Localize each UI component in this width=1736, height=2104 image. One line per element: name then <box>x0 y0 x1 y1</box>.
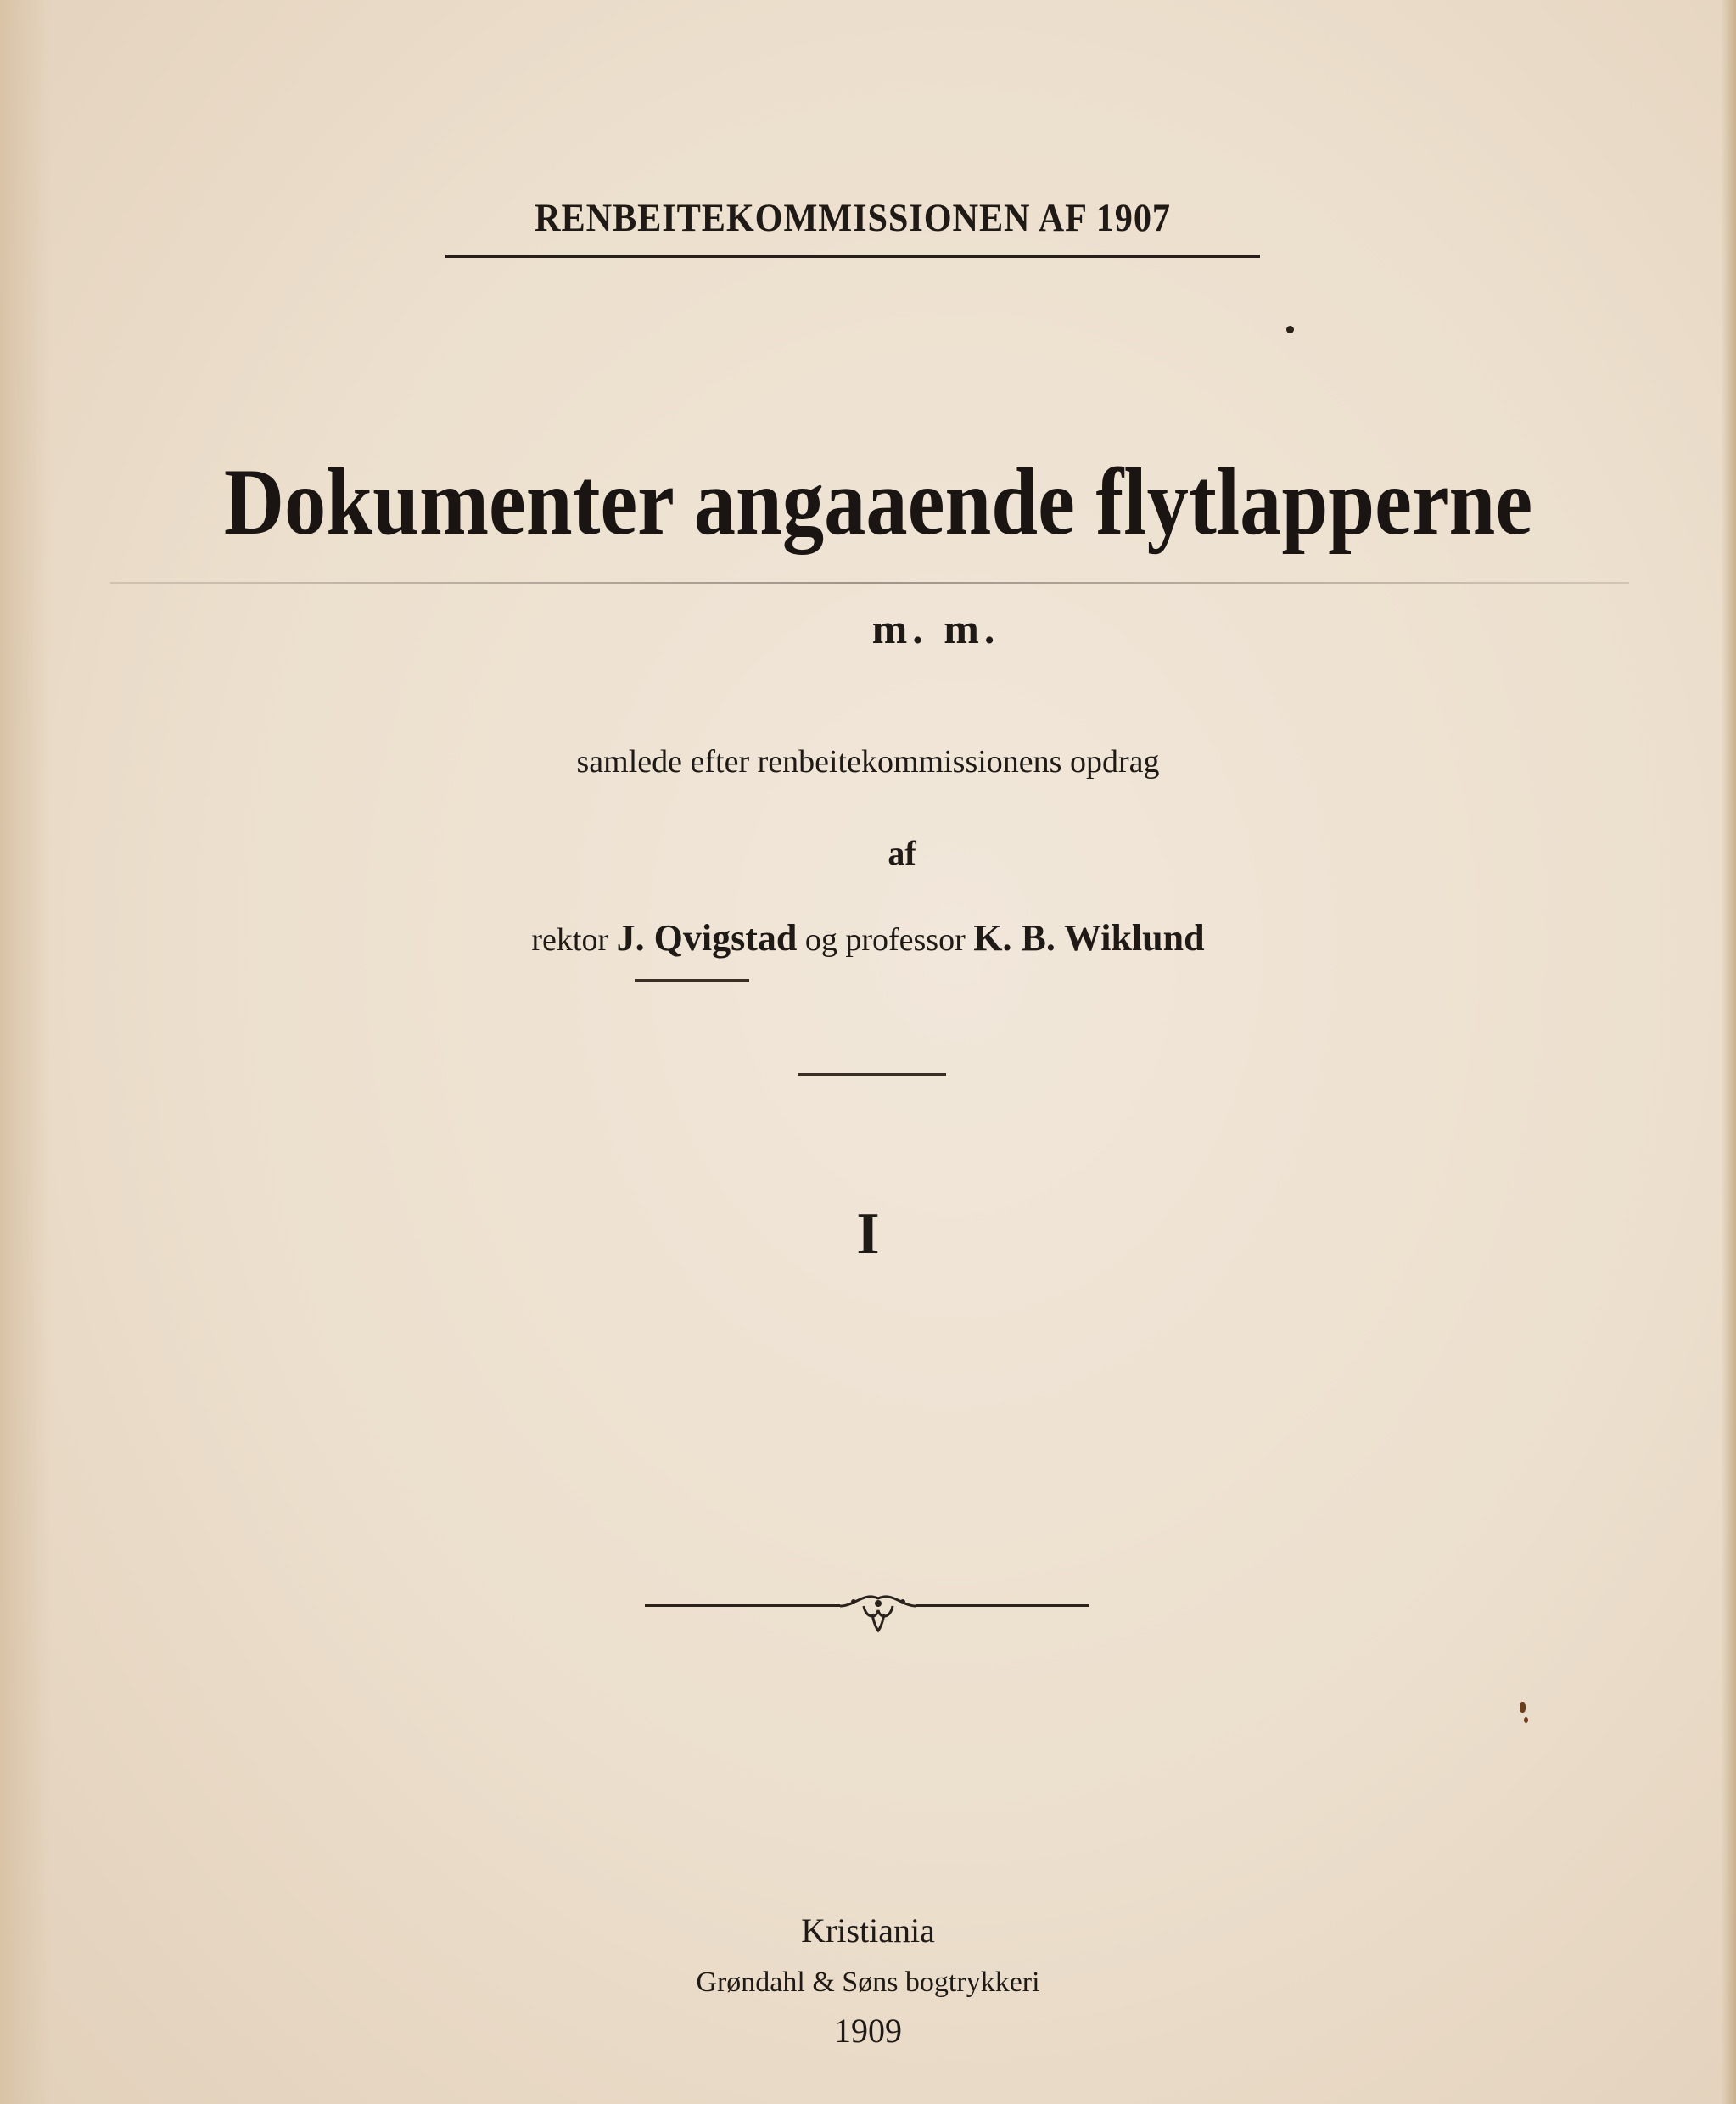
heading-underline <box>445 255 1260 258</box>
ink-stain <box>1520 1702 1526 1713</box>
ornament-rule-left <box>645 1604 840 1607</box>
author1-prefix: rektor <box>531 922 609 958</box>
title-rule <box>110 582 1629 584</box>
imprint-city: Kristiania <box>801 1911 935 1950</box>
short-rule <box>635 979 749 982</box>
ornament-rule-right <box>916 1604 1089 1607</box>
authors-connector: og professor <box>804 922 966 958</box>
author1-name: J. Qvigstad <box>616 917 798 959</box>
ink-stain <box>1524 1717 1528 1723</box>
subtitle: m. m. <box>871 605 1000 652</box>
imprint-printer: Grøndahl & Søns bogtrykkeri <box>696 1967 1040 1998</box>
volume-number: I <box>856 1201 880 1267</box>
fleuron-ornament-icon <box>838 1583 918 1634</box>
commission-line: samlede efter renbeitekommissionens opdrag <box>576 744 1160 780</box>
by-line: af <box>888 834 916 872</box>
authors-line <box>0 916 1736 960</box>
short-rule <box>798 1073 946 1076</box>
author2-name: K. B. Wiklund <box>973 917 1205 959</box>
document-title: Dokumenter angaaende flytlapperne <box>223 450 1533 555</box>
spine-shadow <box>0 0 51 2104</box>
series-heading: RENBEITEKOMMISSIONEN AF 1907 <box>535 196 1171 240</box>
ink-speck <box>1286 326 1294 333</box>
page-edge <box>1721 0 1736 2104</box>
imprint-year: 1909 <box>834 2012 902 2050</box>
